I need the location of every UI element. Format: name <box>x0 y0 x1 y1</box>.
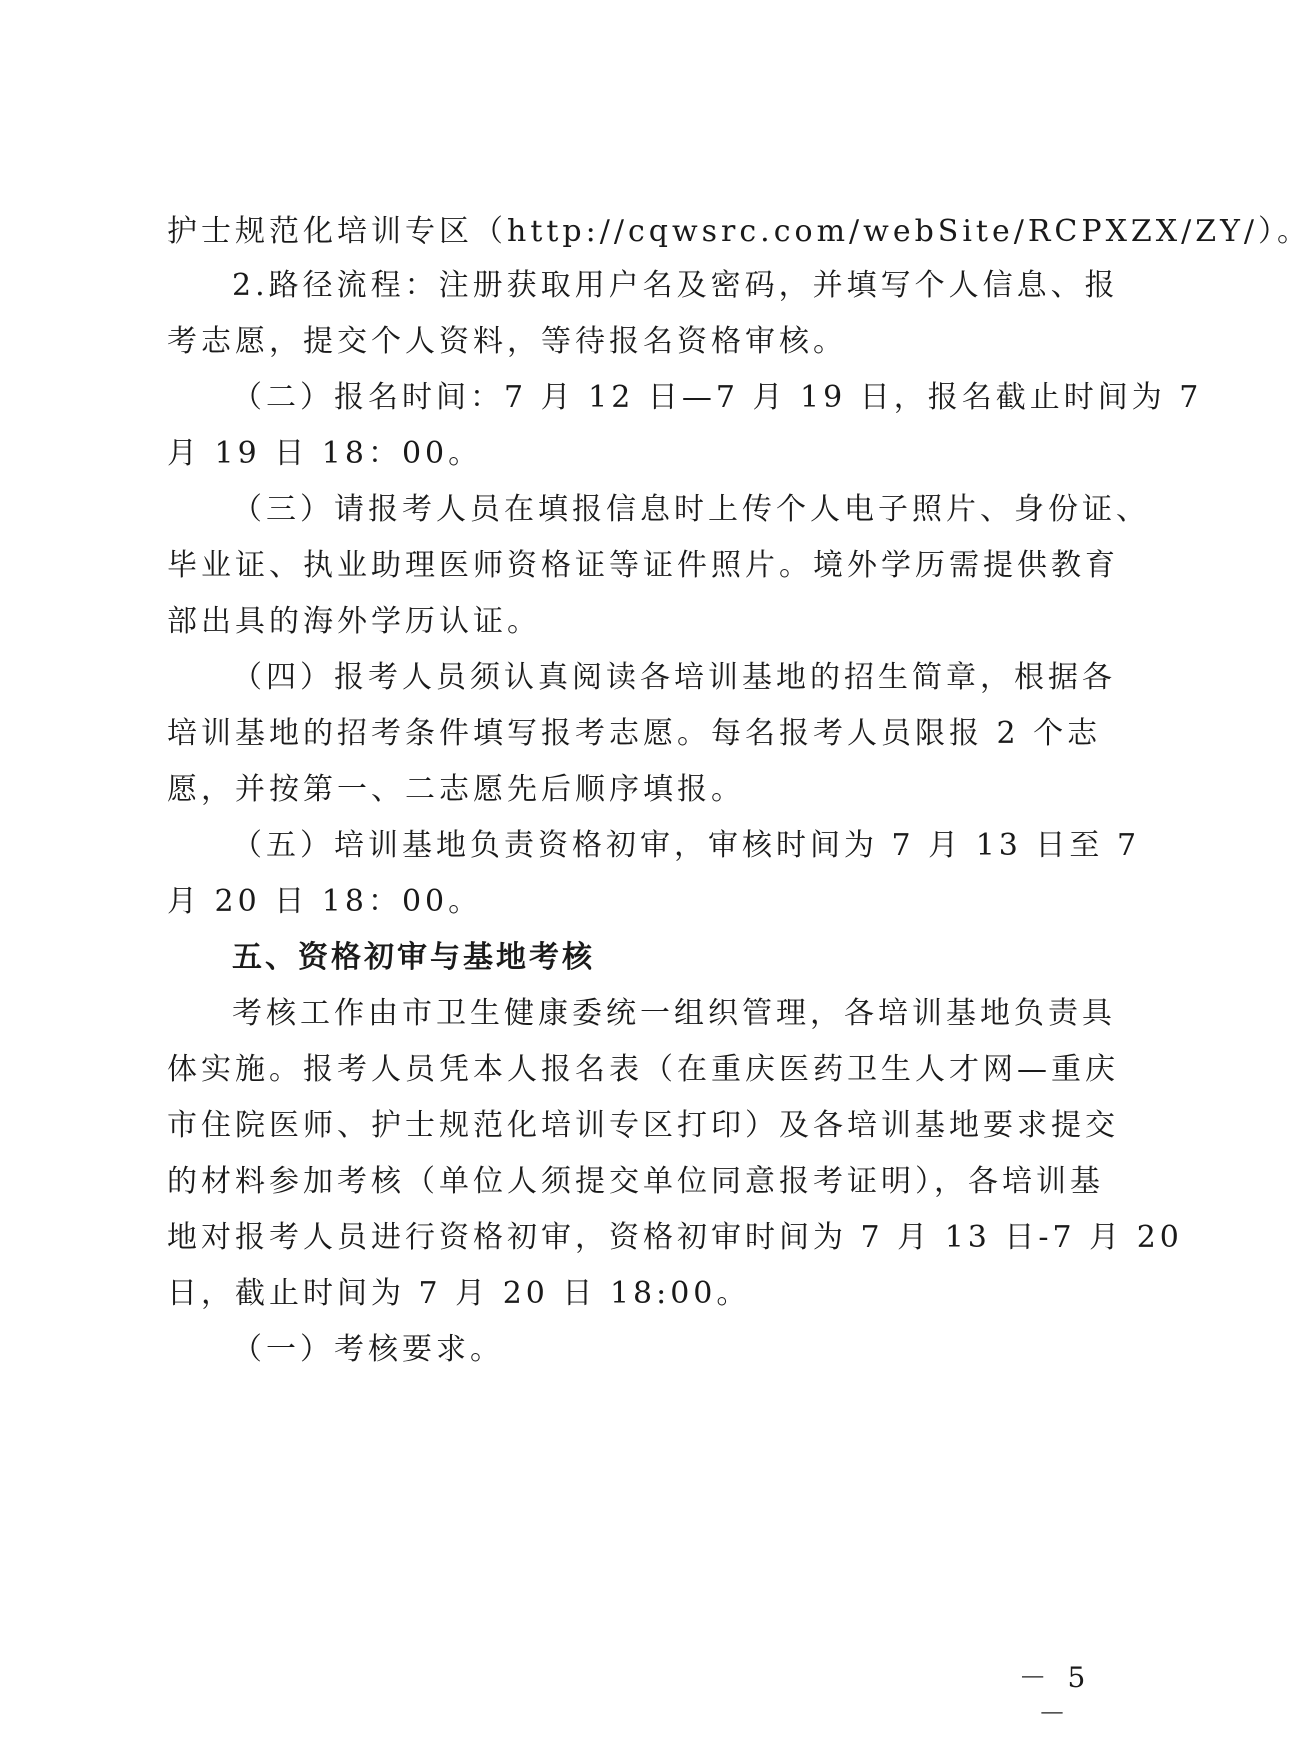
body-text-line: 培训基地的招考条件填写报考志愿。每名报考人员限报 2 个志 <box>167 716 1102 751</box>
body-text-line: 日，截止时间为 7 月 20 日 18:00。 <box>167 1276 751 1311</box>
body-text-line: 愿，并按第一、二志愿先后顺序填报。 <box>167 772 745 807</box>
body-text-line: 月 19 日 18：00。 <box>167 436 483 471</box>
body-text-line: （四）报考人员须认真阅读各培训基地的招生简章，根据各 <box>232 660 1116 695</box>
body-text-line: 考志愿，提交个人资料，等待报名资格审核。 <box>167 324 847 359</box>
body-text-line: 2.路径流程：注册获取用户名及密码，并填写个人信息、报 <box>232 268 1119 303</box>
subsection-heading: （一）考核要求。 <box>232 1332 504 1367</box>
body-text-line: 月 20 日 18：00。 <box>167 884 483 919</box>
body-text-line: 考核工作由市卫生健康委统一组织管理，各培训基地负责具 <box>232 996 1116 1031</box>
body-text-line: 体实施。报考人员凭本人报名表（在重庆医药卫生人才网—重庆 <box>167 1052 1119 1087</box>
body-text-line: 毕业证、执业助理医师资格证等证件照片。境外学历需提供教育 <box>167 548 1119 583</box>
body-text-line: （三）请报考人员在填报信息时上传个人电子照片、身份证、 <box>232 492 1150 527</box>
body-text-line: 的材料参加考核（单位人须提交单位同意报考证明），各培训基 <box>167 1164 1104 1199</box>
body-text-line: 护士规范化培训专区（http://cqwsrc.com/webSite/RCPXZX/ZY/）。 <box>167 214 1311 249</box>
body-text-line: 市住院医师、护士规范化培训专区打印）及各培训基地要求提交 <box>167 1108 1119 1143</box>
page-number: － 5 － <box>1018 1661 1092 1730</box>
section-heading: 五、资格初审与基地考核 <box>232 940 595 975</box>
body-text-line: （二）报名时间：7 月 12 日—7 月 19 日，报名截止时间为 7 <box>232 380 1203 415</box>
body-text-line: 部出具的海外学历认证。 <box>167 604 541 639</box>
body-text-line: 地对报考人员进行资格初审，资格初审时间为 7 月 13 日-7 月 20 <box>167 1220 1183 1255</box>
body-text-line: （五）培训基地负责资格初审，审核时间为 7 月 13 日至 7 <box>232 828 1141 863</box>
